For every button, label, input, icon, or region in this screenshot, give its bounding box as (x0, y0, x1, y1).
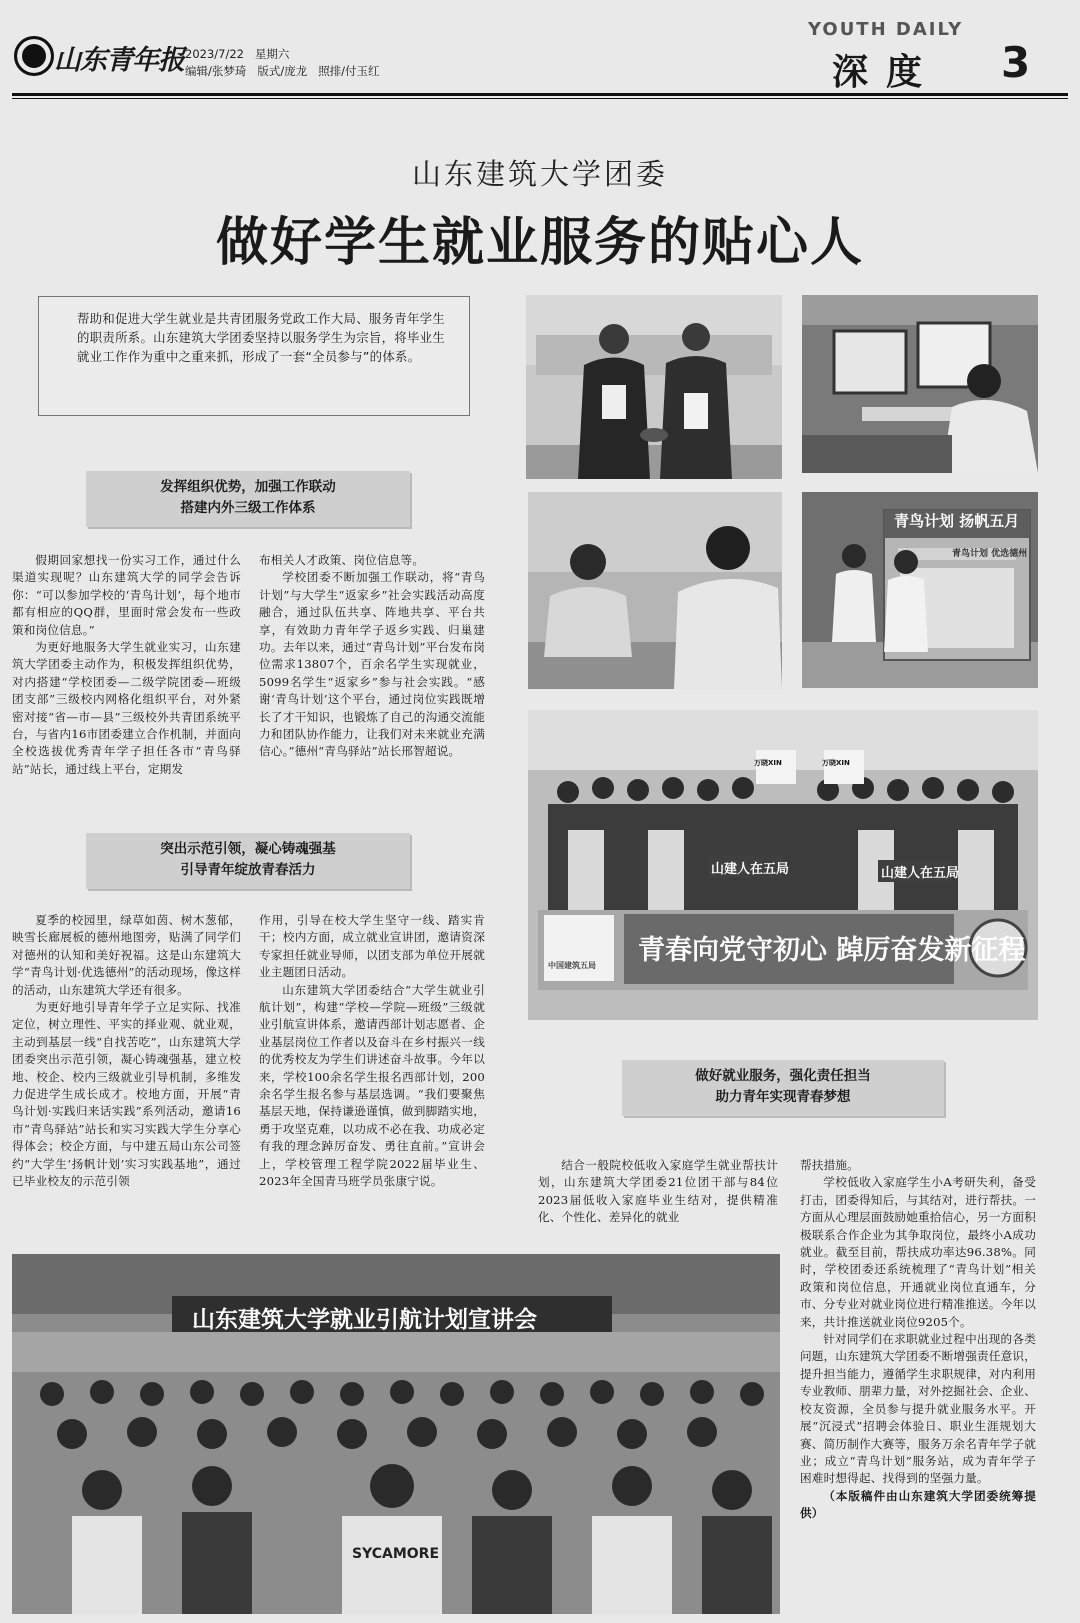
photo-lecture (12, 1254, 780, 1614)
section2-column2 (259, 912, 485, 1191)
group-sign: 山建人在五局 (881, 866, 960, 881)
issue-date: 2023/7/22 (185, 47, 244, 61)
lecture-banner: 山东建筑大学就业引航计划宣讲会 (192, 1307, 537, 1333)
newspaper-logo: 山东青年报 (54, 45, 184, 76)
lead-text: 帮助和促进大学生就业是共青团服务党政工作大局、服务青年学生的职责所系。山东建筑大学团委坚持以服务学生为宗旨，将毕业生就业工作作为重中之重来抓，形成了一套“全员参与”的体系。 (77, 311, 446, 364)
editor-credit: 编辑/张梦琦 (185, 64, 247, 78)
section2-column1 (12, 912, 241, 1191)
section1-paragraph: 学校团委不断加强工作联动，将“青鸟计划”与大学生“返家乡”社会实践活动高度融合，通过队伍共享、阵地共享、平台共享，有效助力青年学子返乡实践、归巢建功。去年以来，通过“青鸟计划”平台发布岗位需求13807个，百余名学生实现就业，5099名学生“返家乡”参与社会实践。“感谢‘青鸟计划’这个平台，通过岗位实践既增长了才干知识，也锻炼了自己的沟通交流能力和团队协作能力，让我们对未来就业充满信心。”德州“青鸟驿站”站长邢智超说。 (259, 570, 485, 759)
section2-heading-line2: 引导青年绽放青春活力 (180, 862, 316, 878)
section3-heading-line1: 做好就业服务，强化责任担当 (695, 1068, 871, 1084)
section3-paragraph: 结合一般院校低收入家庭学生就业帮扶计划，山东建筑大学团委21位团干部与84位2023届低收入家庭毕业生结对，提供精准化、个性化、差异化的就业 (538, 1158, 778, 1225)
section1-heading-line1: 发挥组织优势，加强工作联动 (160, 479, 336, 495)
section3-paragraph: 学校低收入家庭学生小A考研失利，备受打击，团委得知后，与其结对，进行帮扶。一方面从心理层面鼓励她重拾信心，另一方面积极联系合作企业为其争取岗位，最终小A成功就业。截至目前，帮扶成功率达96.38%。同时，学校团委还系统梳理了“青鸟计划”相关政策和岗位信息，开通就业岗位直通车，分市、分专业对就业岗位进行精准推送。今年以来，共计推送就业岗位9205个。 (800, 1175, 1036, 1329)
photo-computer-work (802, 295, 1038, 473)
section2-paragraph: 山东建筑大学团委结合“大学生就业引航计划”，构建“学校—学院—班级”三级就业引航宣讲体系，邀请西部计划志愿者、企业基层岗位工作者以及奋斗在乡村振兴一线的优秀校友为学生们讲述奋斗故事。今年以来，学校100余名学生报名西部计划，200余名学生报名参与基层选调。“我们要聚焦基层天地，保持谦逊谨慎，做到脚踏实地，勇于攻坚克难，以功成不必在我、功成必定有我的理念踔厉奋发、勇往直前。”宣讲会上，学校管理工程学院2022届毕业生、2023年全国青马班学员张康宁说。 (259, 982, 485, 1189)
shirt-print: SYCAMORE (352, 1546, 440, 1562)
section2-paragraph: 作用，引导在校大学生坚守一线、踏实肯干；校内方面，成立就业宣讲团，邀请资深专家担任就业导师，以团支部为单位开展就业主题团日活动。 (259, 913, 485, 980)
section-name: 深度 (832, 51, 941, 93)
section3-column2 (800, 1157, 1036, 1523)
section1-paragraph: 为更好地服务大学生就业实习，山东建筑大学团委主动作为，积极发挥组织优势，对内搭建“学校团委—二级学院团委—班级团支部”三级校内网格化组织平台，对外紧密对接“省—市—县”三级校外共青团系统平台，与省内16市团委建立合作机制，并面向全校选拔优秀青年学子担任各市“青鸟驿站”站长，通过线上平台，定期发 (12, 640, 241, 776)
page-number: 3 (1001, 38, 1031, 87)
group-sign: 山建人在五局 (711, 862, 790, 877)
layout-credit: 版式/庞龙 (257, 64, 308, 78)
lead-box (38, 296, 470, 416)
section3-paragraph: 针对同学们在求职就业过程中出现的各类问题，山东建筑大学团委不断增强责任意识，提升担当能力，遵循学生求职规律，对内利用专业教师、朋辈力量，对外挖掘社会、企业、校友资源，全员参与提升就业服务水平。开展“沉浸式”招聘会体验日、职业生涯规划大赛、简历制作大赛等，服务万余名青年学子就业；成立“青鸟计划”服务站，成为青年学子困难时想得起、找得到的坚强力量。 (800, 1332, 1036, 1486)
proof-credit: 照排/付玉红 (318, 64, 380, 78)
masthead-rule-thin (12, 98, 1068, 99)
article-subtitle: 山东建筑大学团委 (411, 157, 668, 191)
section2-paragraph: 夏季的校园里，绿草如茵、树木葱郁，映雪长廊展板的德州地图旁，贴满了同学们对德州的认知和美好祝福。这是山东建筑大学“青鸟计划·优选德州”的活动现场，像这样的活动，山东建筑大学还有很多。 (12, 913, 241, 997)
brand-name: YOUTH DAILY (808, 19, 964, 40)
section1-heading (86, 471, 410, 527)
logo-emblem-icon (14, 36, 54, 76)
section2-heading-line1: 突出示范引领，凝心铸魂强基 (160, 841, 336, 857)
group-banner-org: 中国建筑五局 (548, 961, 596, 970)
group-placard: 万晓XIN (754, 759, 782, 767)
section1-paragraph: 布相关人才政策、岗位信息等。 (259, 553, 425, 567)
section1-heading-line2: 搭建内外三级工作体系 (180, 500, 316, 516)
issue-weekday: 星期六 (254, 47, 290, 61)
masthead-rule (12, 93, 1068, 96)
photo-interview (528, 492, 782, 689)
board-banner: 青鸟计划 扬帆五月 (894, 512, 1020, 530)
section2-paragraph: 为更好地引导青年学子立足实际、找准定位，树立理性、平实的择业观、就业观，主动到基层一线“自找苦吃”，山东建筑大学团委突出示范引领，凝心铸魂强基，建立校地、校企、校内三级就业引导机制，多维发力促进学生成长成才。校地方面，开展“青鸟计划·实践归来话实践”系列活动，邀请16市“青鸟驿站”站长和实习实践大学生分享心得体会；校企方面，与中建五局山东公司签约“大学生‘扬帆计划’实习实践基地”，通过已毕业校友的示范引领 (12, 1000, 241, 1189)
group-banner: 青春向党守初心 踔厉奋发新征程 (638, 935, 1026, 966)
issue-date-line (185, 46, 289, 62)
section3-column1 (538, 1157, 778, 1227)
section3-heading-line2: 助力青年实现青春梦想 (715, 1089, 851, 1105)
section3-heading (622, 1060, 944, 1116)
section3-paragraph: 帮扶措施。 (800, 1158, 859, 1172)
photo-group (528, 710, 1038, 1020)
section1-paragraph: 假期回家想找一份实习工作，通过什么渠道实现呢？山东建筑大学的同学会告诉你：“可以参加学校的‘青鸟计划’，每个地市都有相应的QQ群，里面时常会发布一些政策和岗位信息。” (12, 553, 241, 637)
staff-credits (185, 63, 380, 79)
section1-column2 (259, 552, 485, 761)
article-headline: 做好学生就业服务的贴心人 (215, 212, 864, 273)
photo-campaign-board (802, 492, 1038, 688)
board-subbanner: 青鸟计划 优选德州 (952, 549, 1028, 559)
article-credit: （本版稿件由山东建筑大学团委统筹提供） (800, 1488, 1036, 1521)
section2-heading (86, 833, 410, 889)
section1-column1 (12, 552, 241, 778)
photo-signing-handshake (526, 295, 782, 479)
group-placard: 万晓XIN (822, 759, 850, 767)
